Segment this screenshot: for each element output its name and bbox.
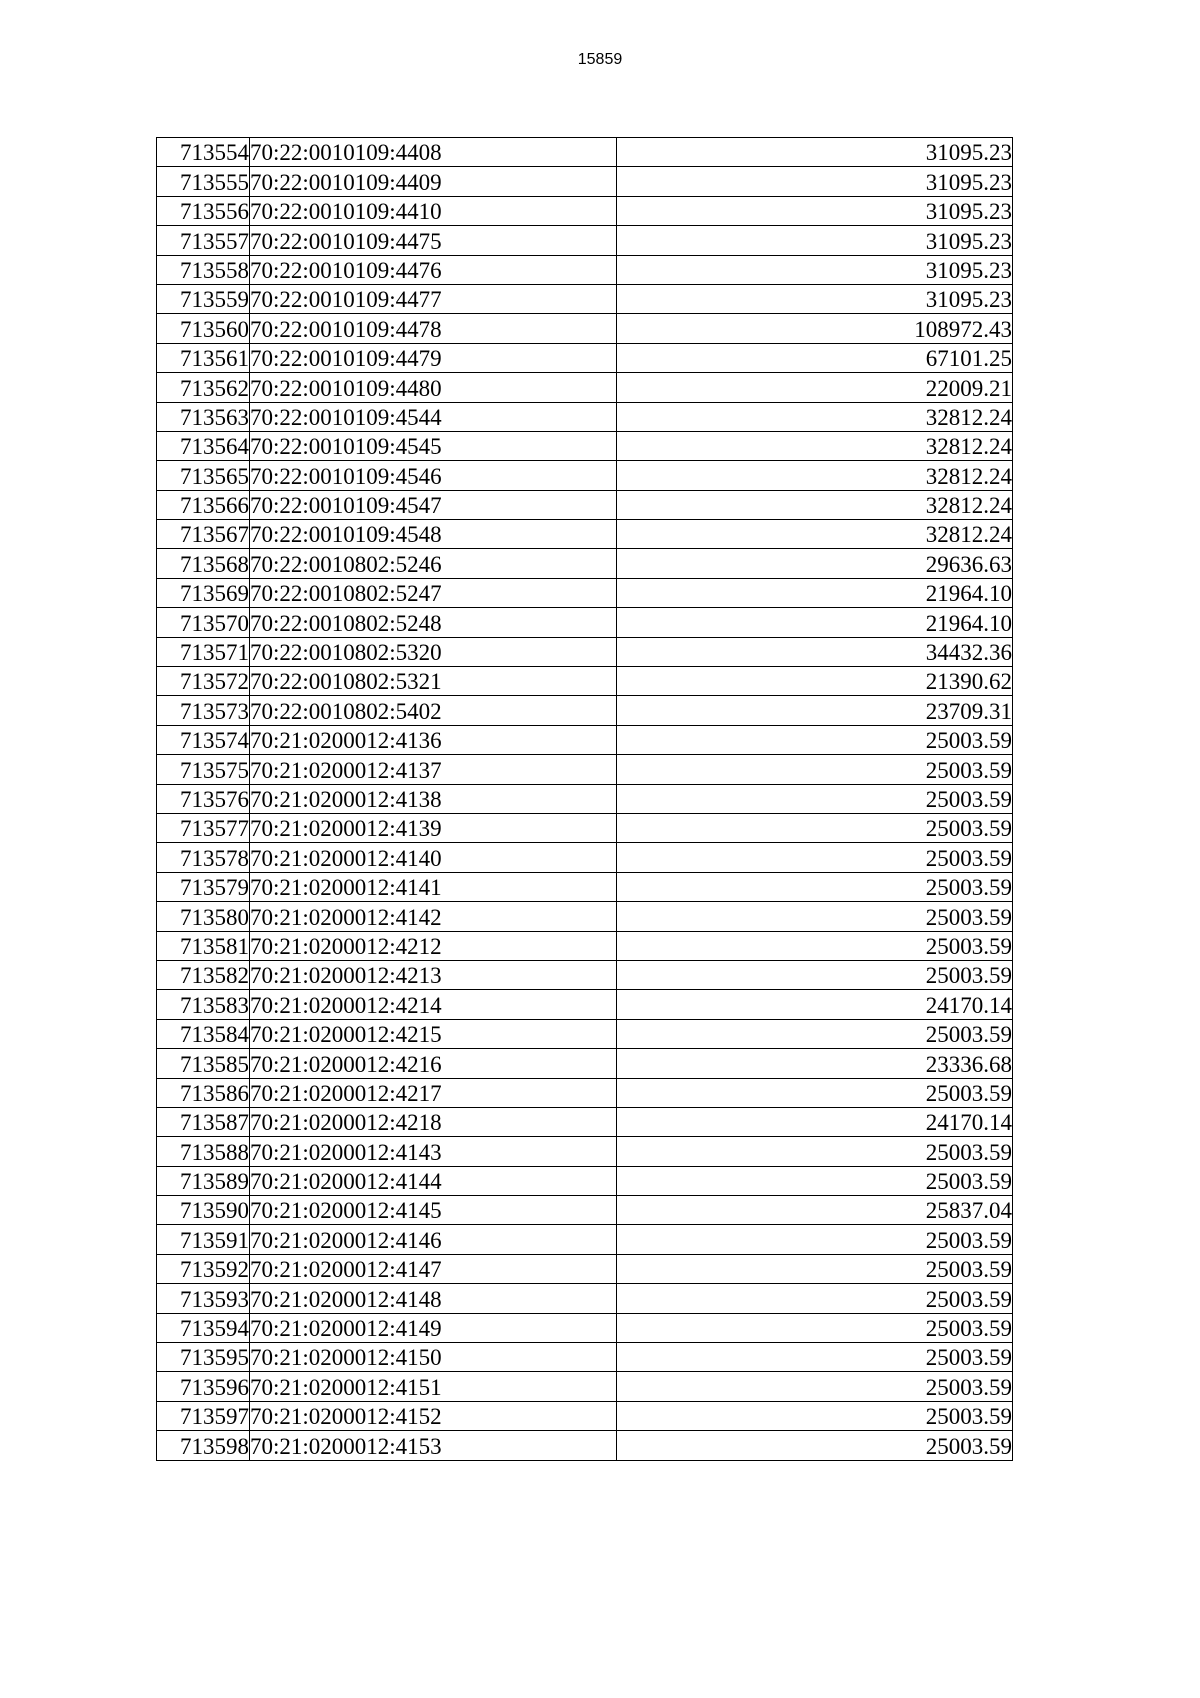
row-number-cell: 713566 (157, 490, 250, 519)
value-cell: 25003.59 (617, 902, 1013, 931)
row-number-cell: 713561 (157, 343, 250, 372)
table-row (157, 1166, 1013, 1195)
value-cell: 25003.59 (617, 784, 1013, 813)
value-cell: 34432.36 (617, 637, 1013, 666)
value-cell: 31095.23 (617, 284, 1013, 313)
value-cell: 21964.10 (617, 578, 1013, 607)
row-number-cell: 713596 (157, 1372, 250, 1401)
value-cell: 25003.59 (617, 1137, 1013, 1166)
value-cell: 31095.23 (617, 167, 1013, 196)
table-row (157, 843, 1013, 872)
table-row (157, 1049, 1013, 1078)
row-number-cell: 713580 (157, 902, 250, 931)
table-row (157, 226, 1013, 255)
value-cell: 31095.23 (617, 138, 1013, 167)
table-body (157, 138, 1013, 1461)
cadastral-number-cell: 70:22:0010802:5320 (250, 637, 617, 666)
value-cell: 25003.59 (617, 755, 1013, 784)
table-row (157, 608, 1013, 637)
cadastral-value-table (156, 137, 1013, 1461)
table-row (157, 255, 1013, 284)
value-cell: 25003.59 (617, 1166, 1013, 1195)
cadastral-number-cell: 70:21:0200012:4141 (250, 872, 617, 901)
cadastral-number-cell: 70:21:0200012:4216 (250, 1049, 617, 1078)
table-row (157, 667, 1013, 696)
cadastral-number-cell: 70:21:0200012:4139 (250, 813, 617, 842)
cadastral-number-cell: 70:22:0010802:5248 (250, 608, 617, 637)
table-row (157, 1196, 1013, 1225)
value-cell: 25003.59 (617, 872, 1013, 901)
value-cell: 25003.59 (617, 1225, 1013, 1254)
cadastral-number-cell: 70:22:0010802:5247 (250, 578, 617, 607)
table-row (157, 960, 1013, 989)
value-cell: 32812.24 (617, 431, 1013, 460)
row-number-cell: 713590 (157, 1196, 250, 1225)
row-number-cell: 713555 (157, 167, 250, 196)
cadastral-number-cell: 70:21:0200012:4213 (250, 960, 617, 989)
table-row (157, 1225, 1013, 1254)
cadastral-number-cell: 70:21:0200012:4149 (250, 1313, 617, 1342)
table-row (157, 755, 1013, 784)
cadastral-number-cell: 70:21:0200012:4150 (250, 1343, 617, 1372)
value-cell: 25003.59 (617, 1078, 1013, 1107)
row-number-cell: 713574 (157, 725, 250, 754)
table-row (157, 314, 1013, 343)
row-number-cell: 713565 (157, 461, 250, 490)
value-cell: 31095.23 (617, 196, 1013, 225)
table-row (157, 1137, 1013, 1166)
table-row (157, 461, 1013, 490)
value-cell: 22009.21 (617, 373, 1013, 402)
table-row (157, 931, 1013, 960)
table-row (157, 196, 1013, 225)
row-number-cell: 713572 (157, 667, 250, 696)
value-cell: 24170.14 (617, 1107, 1013, 1136)
table-row (157, 549, 1013, 578)
table-row (157, 167, 1013, 196)
cadastral-number-cell: 70:22:0010109:4476 (250, 255, 617, 284)
cadastral-number-cell: 70:21:0200012:4142 (250, 902, 617, 931)
cadastral-number-cell: 70:21:0200012:4217 (250, 1078, 617, 1107)
value-cell: 31095.23 (617, 255, 1013, 284)
table-row (157, 520, 1013, 549)
row-number-cell: 713559 (157, 284, 250, 313)
cadastral-number-cell: 70:22:0010109:4478 (250, 314, 617, 343)
table-row (157, 1078, 1013, 1107)
cadastral-number-cell: 70:22:0010802:5246 (250, 549, 617, 578)
value-cell: 67101.25 (617, 343, 1013, 372)
value-cell: 25003.59 (617, 960, 1013, 989)
value-cell: 32812.24 (617, 490, 1013, 519)
cadastral-number-cell: 70:21:0200012:4145 (250, 1196, 617, 1225)
value-cell: 25003.59 (617, 1284, 1013, 1313)
value-cell: 25003.59 (617, 1313, 1013, 1342)
value-cell: 32812.24 (617, 402, 1013, 431)
row-number-cell: 713597 (157, 1401, 250, 1430)
cadastral-number-cell: 70:21:0200012:4148 (250, 1284, 617, 1313)
cadastral-number-cell: 70:21:0200012:4153 (250, 1431, 617, 1460)
row-number-cell: 713564 (157, 431, 250, 460)
cadastral-number-cell: 70:21:0200012:4138 (250, 784, 617, 813)
row-number-cell: 713583 (157, 990, 250, 1019)
row-number-cell: 713588 (157, 1137, 250, 1166)
cadastral-number-cell: 70:22:0010802:5402 (250, 696, 617, 725)
row-number-cell: 713579 (157, 872, 250, 901)
row-number-cell: 713562 (157, 373, 250, 402)
row-number-cell: 713577 (157, 813, 250, 842)
table-row (157, 490, 1013, 519)
table-row (157, 373, 1013, 402)
row-number-cell: 713584 (157, 1019, 250, 1048)
table-row (157, 284, 1013, 313)
row-number-cell: 713592 (157, 1254, 250, 1283)
value-cell: 25003.59 (617, 813, 1013, 842)
row-number-cell: 713582 (157, 960, 250, 989)
cadastral-number-cell: 70:22:0010109:4479 (250, 343, 617, 372)
table-row (157, 1313, 1013, 1342)
table-row (157, 1431, 1013, 1460)
table-row (157, 1019, 1013, 1048)
table-row (157, 872, 1013, 901)
row-number-cell: 713595 (157, 1343, 250, 1372)
row-number-cell: 713558 (157, 255, 250, 284)
value-cell: 32812.24 (617, 520, 1013, 549)
cadastral-number-cell: 70:21:0200012:4143 (250, 1137, 617, 1166)
cadastral-number-cell: 70:21:0200012:4151 (250, 1372, 617, 1401)
cadastral-number-cell: 70:22:0010109:4546 (250, 461, 617, 490)
table-row (157, 402, 1013, 431)
table-row (157, 1401, 1013, 1430)
cadastral-number-cell: 70:21:0200012:4140 (250, 843, 617, 872)
table-row (157, 696, 1013, 725)
value-cell: 21964.10 (617, 608, 1013, 637)
cadastral-number-cell: 70:21:0200012:4144 (250, 1166, 617, 1195)
table-row (157, 1107, 1013, 1136)
value-cell: 108972.43 (617, 314, 1013, 343)
row-number-cell: 713575 (157, 755, 250, 784)
value-cell: 25003.59 (617, 931, 1013, 960)
value-cell: 21390.62 (617, 667, 1013, 696)
cadastral-number-cell: 70:21:0200012:4137 (250, 755, 617, 784)
value-cell: 25003.59 (617, 725, 1013, 754)
table-row (157, 343, 1013, 372)
cadastral-number-cell: 70:22:0010109:4409 (250, 167, 617, 196)
cadastral-number-cell: 70:22:0010109:4548 (250, 520, 617, 549)
value-cell: 29636.63 (617, 549, 1013, 578)
table-row (157, 990, 1013, 1019)
cadastral-number-cell: 70:21:0200012:4152 (250, 1401, 617, 1430)
row-number-cell: 713578 (157, 843, 250, 872)
table-row (157, 1372, 1013, 1401)
value-cell: 25837.04 (617, 1196, 1013, 1225)
value-cell: 25003.59 (617, 1019, 1013, 1048)
table-row (157, 578, 1013, 607)
cadastral-number-cell: 70:22:0010109:4475 (250, 226, 617, 255)
row-number-cell: 713560 (157, 314, 250, 343)
table-row (157, 1284, 1013, 1313)
cadastral-number-cell: 70:21:0200012:4214 (250, 990, 617, 1019)
value-cell: 25003.59 (617, 1343, 1013, 1372)
row-number-cell: 713598 (157, 1431, 250, 1460)
cadastral-number-cell: 70:21:0200012:4215 (250, 1019, 617, 1048)
row-number-cell: 713568 (157, 549, 250, 578)
table-row (157, 902, 1013, 931)
row-number-cell: 713567 (157, 520, 250, 549)
cadastral-number-cell: 70:22:0010109:4408 (250, 138, 617, 167)
cadastral-number-cell: 70:21:0200012:4218 (250, 1107, 617, 1136)
row-number-cell: 713573 (157, 696, 250, 725)
row-number-cell: 713589 (157, 1166, 250, 1195)
row-number-cell: 713587 (157, 1107, 250, 1136)
row-number-cell: 713591 (157, 1225, 250, 1254)
row-number-cell: 713594 (157, 1313, 250, 1342)
row-number-cell: 713576 (157, 784, 250, 813)
table-row (157, 1254, 1013, 1283)
value-cell: 25003.59 (617, 1254, 1013, 1283)
cadastral-number-cell: 70:22:0010109:4545 (250, 431, 617, 460)
cadastral-number-cell: 70:21:0200012:4146 (250, 1225, 617, 1254)
cadastral-number-cell: 70:21:0200012:4212 (250, 931, 617, 960)
row-number-cell: 713571 (157, 637, 250, 666)
row-number-cell: 713585 (157, 1049, 250, 1078)
row-number-cell: 713557 (157, 226, 250, 255)
value-cell: 25003.59 (617, 1372, 1013, 1401)
row-number-cell: 713581 (157, 931, 250, 960)
table-row (157, 138, 1013, 167)
table-row (157, 431, 1013, 460)
cadastral-number-cell: 70:22:0010109:4547 (250, 490, 617, 519)
table-row (157, 784, 1013, 813)
row-number-cell: 713563 (157, 402, 250, 431)
value-cell: 25003.59 (617, 1431, 1013, 1460)
value-cell: 25003.59 (617, 843, 1013, 872)
value-cell: 31095.23 (617, 226, 1013, 255)
table-row (157, 725, 1013, 754)
row-number-cell: 713593 (157, 1284, 250, 1313)
cadastral-number-cell: 70:21:0200012:4147 (250, 1254, 617, 1283)
cadastral-number-cell: 70:22:0010109:4410 (250, 196, 617, 225)
row-number-cell: 713586 (157, 1078, 250, 1107)
cadastral-number-cell: 70:22:0010109:4477 (250, 284, 617, 313)
row-number-cell: 713554 (157, 138, 250, 167)
table-row (157, 1343, 1013, 1372)
cadastral-number-cell: 70:22:0010802:5321 (250, 667, 617, 696)
row-number-cell: 713556 (157, 196, 250, 225)
row-number-cell: 713570 (157, 608, 250, 637)
cadastral-number-cell: 70:21:0200012:4136 (250, 725, 617, 754)
value-cell: 23709.31 (617, 696, 1013, 725)
page-number: 15859 (577, 51, 623, 68)
value-cell: 23336.68 (617, 1049, 1013, 1078)
table-row (157, 637, 1013, 666)
value-cell: 25003.59 (617, 1401, 1013, 1430)
cadastral-number-cell: 70:22:0010109:4544 (250, 402, 617, 431)
value-cell: 24170.14 (617, 990, 1013, 1019)
value-cell: 32812.24 (617, 461, 1013, 490)
row-number-cell: 713569 (157, 578, 250, 607)
table-row (157, 813, 1013, 842)
cadastral-number-cell: 70:22:0010109:4480 (250, 373, 617, 402)
